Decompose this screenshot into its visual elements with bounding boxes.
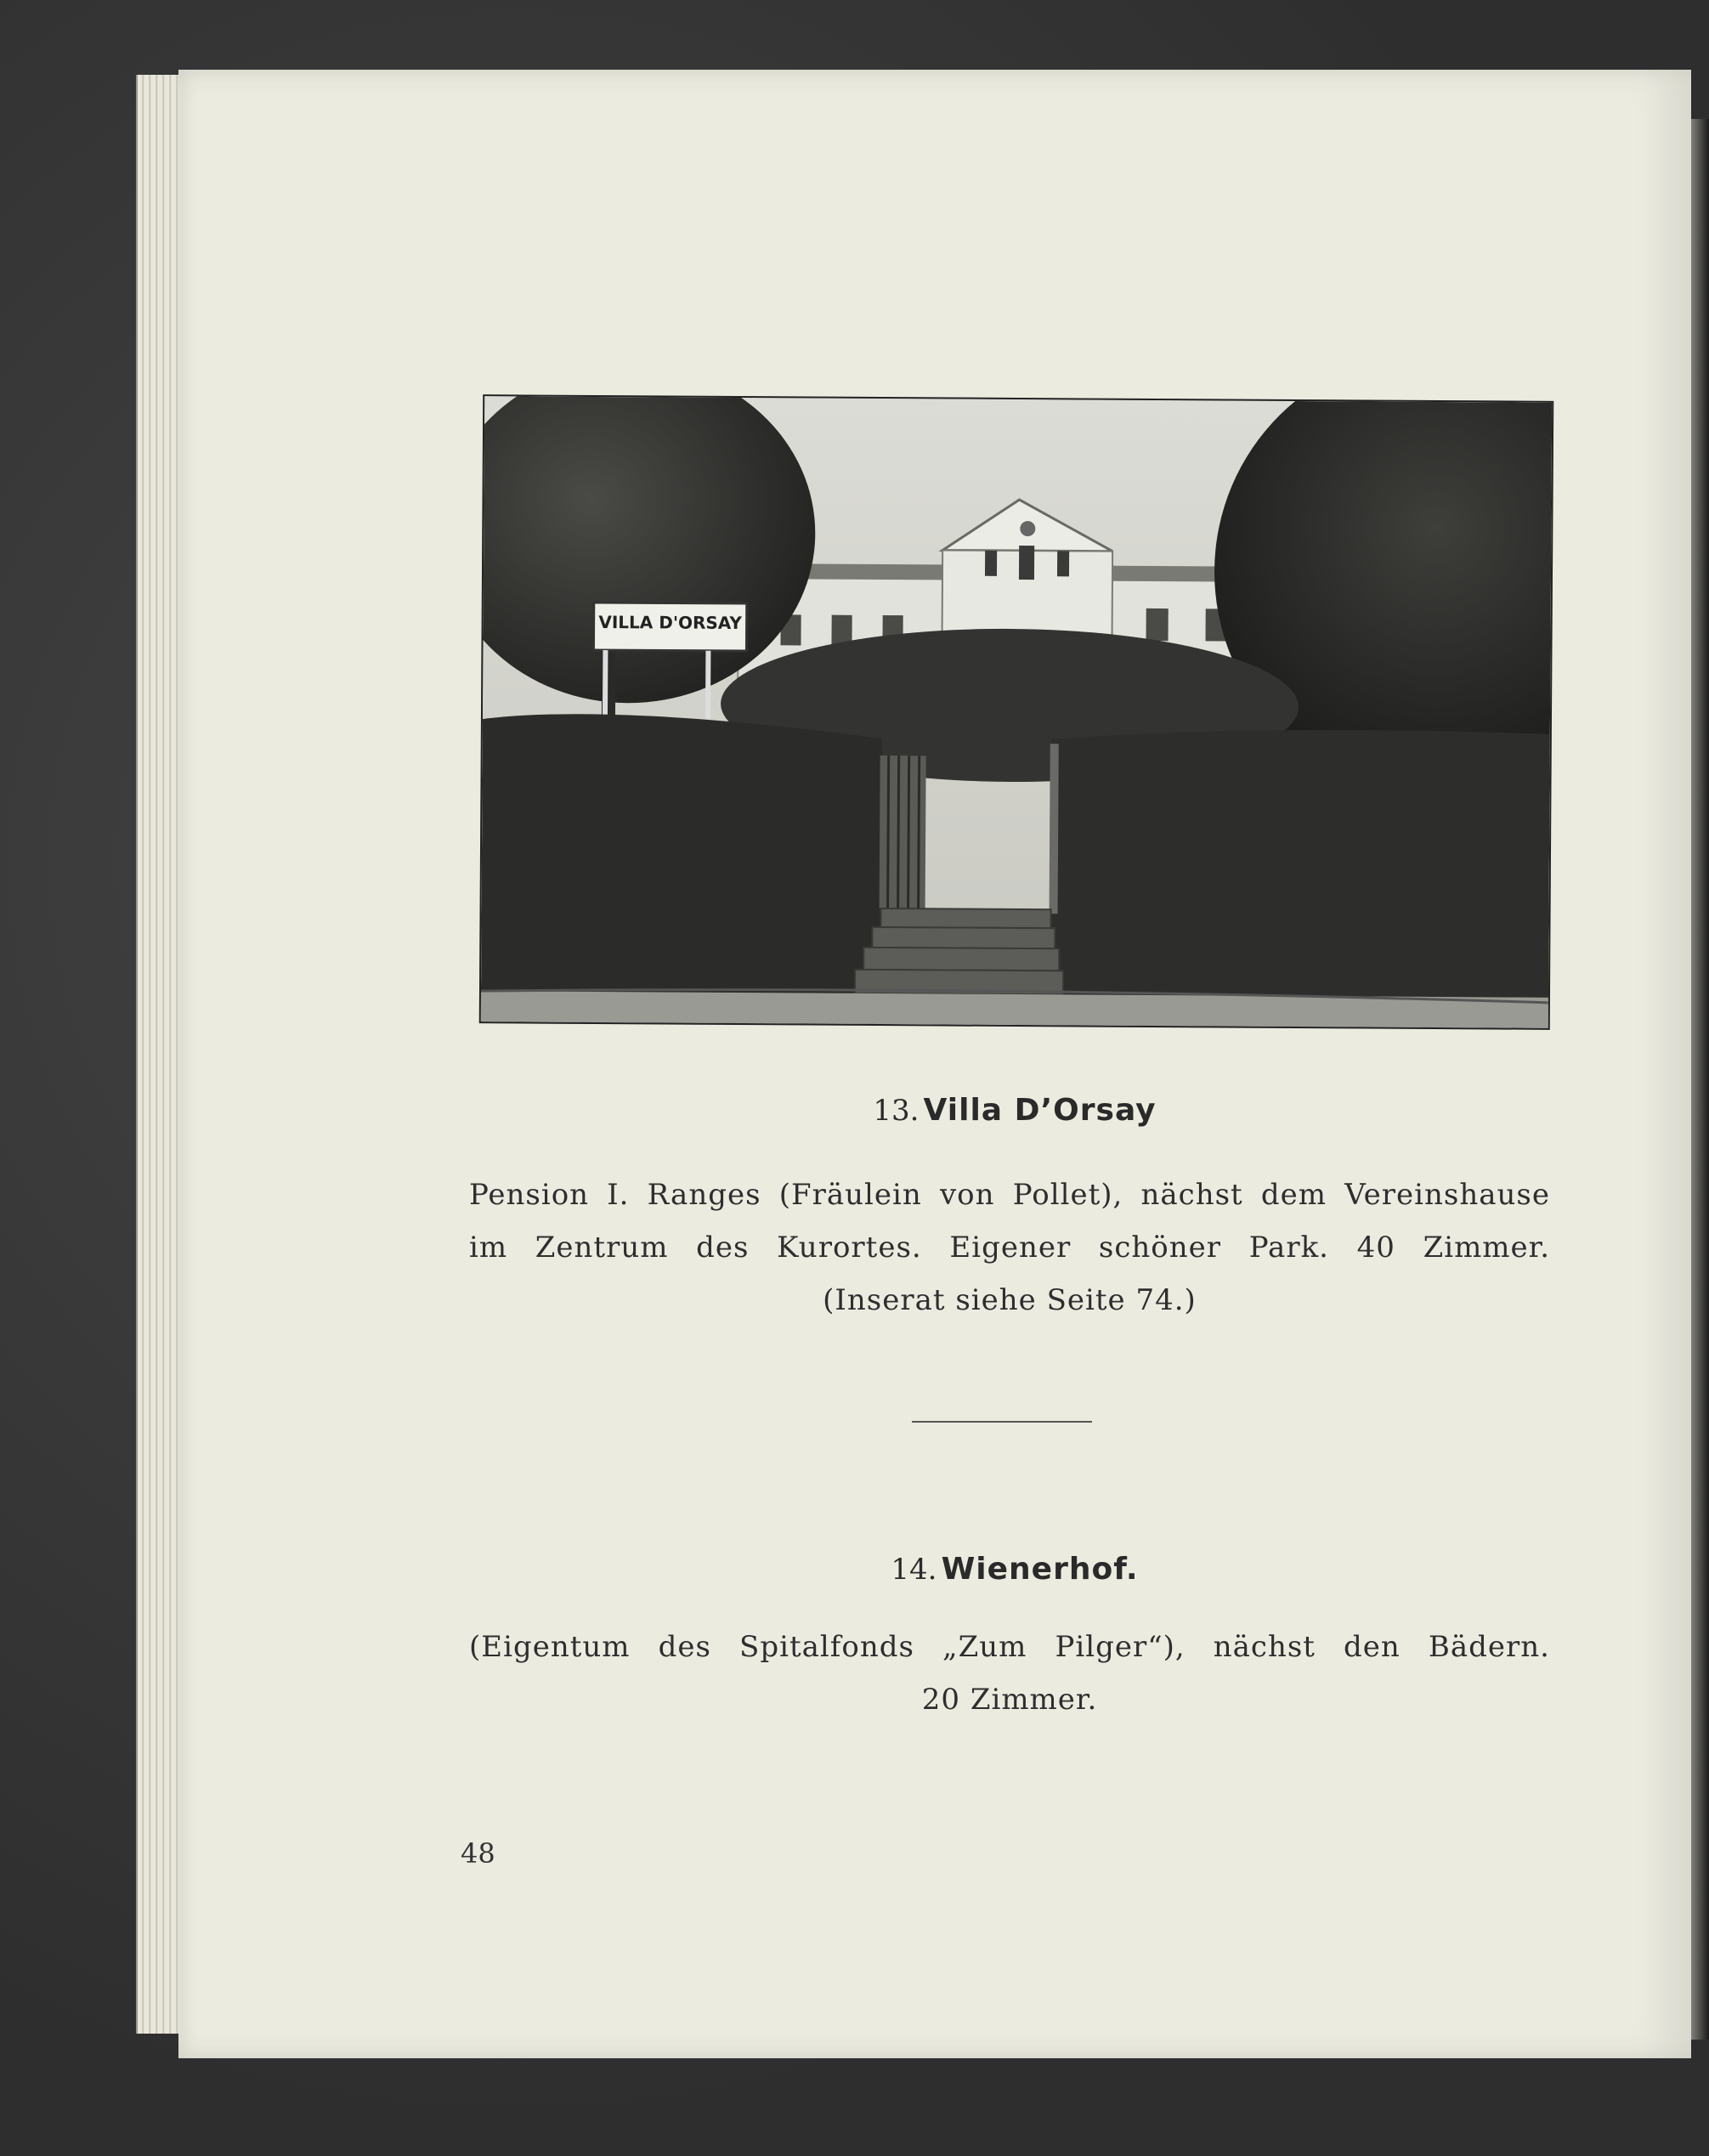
- entry-13-description: [469, 1169, 1550, 1327]
- villa-sign-text: VILLA D'ORSAY: [598, 611, 742, 634]
- page-number: 48: [461, 1837, 495, 1870]
- book-page: [178, 70, 1691, 2058]
- entry-13-line-2: im Zentrum des Kurortes. Eigener schöner Park. 40 Zimmer.: [469, 1231, 1550, 1265]
- entry-14-description: [469, 1621, 1550, 1726]
- entry-14-line-1: (Eigentum des Spitalfonds „Zum Pilger“), nächst den Bädern.: [469, 1630, 1550, 1664]
- entry-13-title: Villa D’Orsay: [923, 1093, 1157, 1128]
- entry-14-number: 14.: [891, 1553, 937, 1587]
- villa-photograph: [479, 394, 1553, 1030]
- entry-13-heading: [481, 1093, 1548, 1128]
- entry-14-title: Wienerhof.: [941, 1552, 1139, 1587]
- entry-13-number: 13.: [873, 1094, 920, 1128]
- entry-14-heading: [481, 1552, 1548, 1587]
- entry-14-line-2: 20 Zimmer.: [921, 1683, 1098, 1717]
- entry-13-line-1: Pension I. Ranges (Fräulein von Pollet), nächst dem Vereinshause: [469, 1178, 1550, 1212]
- section-divider: [912, 1421, 1092, 1423]
- entry-13-line-3: (Inserat siehe Seite 74.): [823, 1283, 1197, 1317]
